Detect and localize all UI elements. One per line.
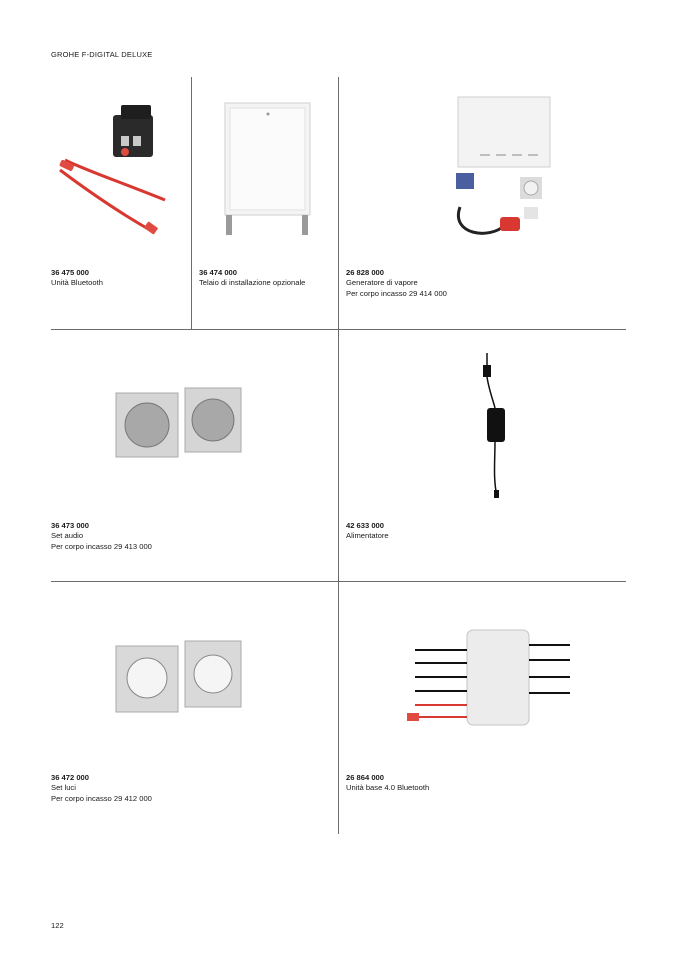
installation-frame-image: [220, 100, 315, 240]
product-code: 36 475 000: [51, 268, 90, 277]
power-supply-image: [475, 350, 515, 505]
product-note: Per corpo incasso 29 413 000: [51, 541, 152, 551]
base-unit-image: [405, 625, 575, 735]
divider-vertical-1: [191, 77, 192, 329]
product-description: Alimentatore: [346, 531, 389, 541]
product-code: 26 828 000: [346, 268, 385, 277]
product-note: Per corpo incasso 29 412 000: [51, 793, 152, 803]
product-code: 42 633 000: [346, 521, 385, 530]
product-description: Telaio di installazione opzionale: [199, 278, 306, 288]
product-caption: [346, 773, 429, 794]
product-caption: [51, 521, 152, 552]
bluetooth-unit-image: [55, 100, 175, 240]
divider-horizontal-2: [51, 581, 626, 582]
product-description: Set luci: [51, 783, 76, 793]
product-caption: [199, 268, 305, 289]
product-caption: [346, 268, 447, 299]
product-description: Unità Bluetooth: [51, 278, 103, 288]
divider-horizontal-1: [51, 329, 626, 330]
product-code: 36 472 000: [51, 773, 90, 782]
audio-set-image: [113, 385, 243, 465]
divider-vertical-2: [338, 77, 339, 834]
product-description: Generatore di vapore: [346, 278, 418, 288]
page-number: 122: [51, 921, 64, 930]
product-code: 36 473 000: [51, 521, 90, 530]
product-caption: [346, 521, 389, 542]
product-caption: [51, 268, 103, 289]
product-caption: [51, 773, 152, 804]
product-code: 26 864 000: [346, 773, 385, 782]
steam-generator-image: [450, 95, 560, 245]
product-description: Unità base 4.0 Bluetooth: [346, 783, 430, 793]
page-header: GROHE F-DIGITAL DELUXE: [51, 50, 153, 59]
product-code: 36 474 000: [199, 268, 238, 277]
light-set-image: [113, 638, 243, 718]
product-description: Set audio: [51, 531, 84, 541]
product-note: Per corpo incasso 29 414 000: [346, 288, 447, 298]
